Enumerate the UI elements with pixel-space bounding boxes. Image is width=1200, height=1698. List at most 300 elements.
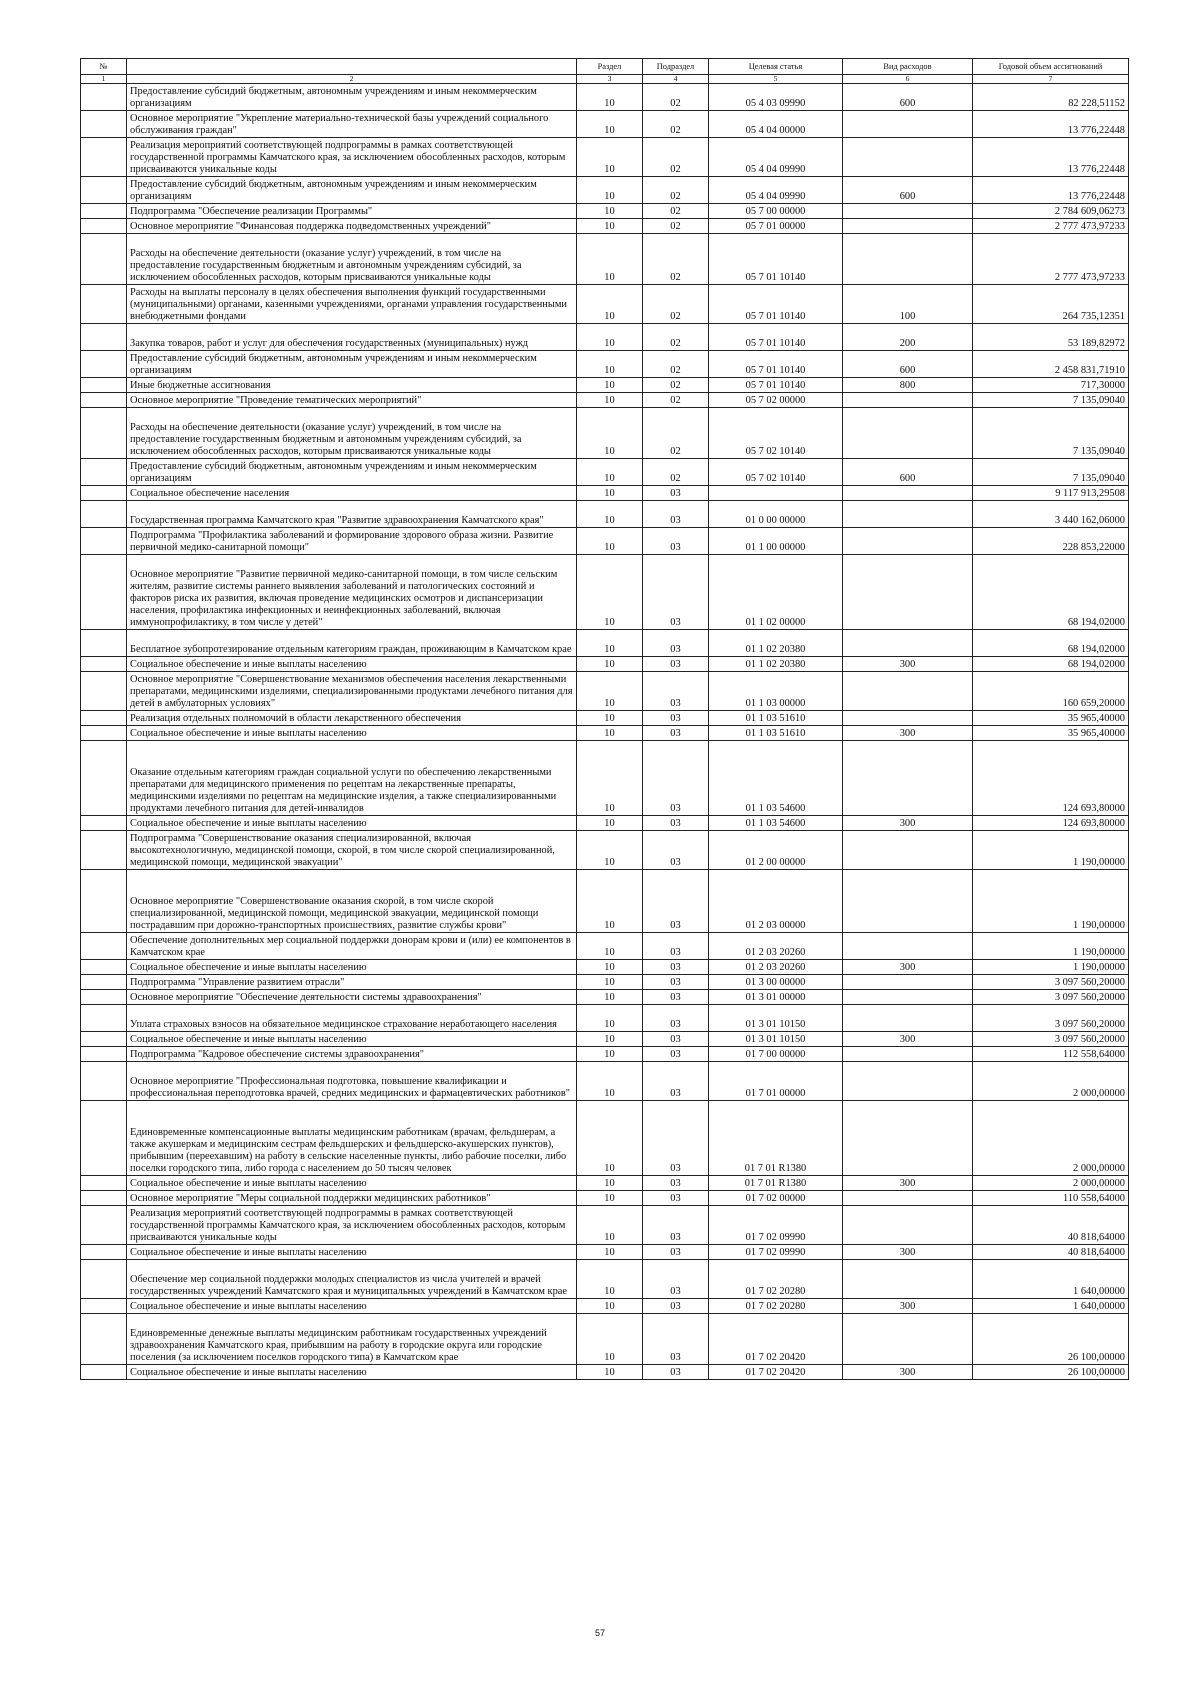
header-vid-raskhodov: Вид расходов [843, 59, 973, 75]
row-number-cell [81, 960, 127, 975]
row-name-cell: Обеспечение мер социальной поддержки молодых специалистов из числа учителей и врачей государственных учреждений Камчатского края и муниципальных учреждений в Камчатском крае [127, 1260, 577, 1299]
row-vid-raskhodov-cell [843, 990, 973, 1005]
row-vid-raskhodov-cell [843, 1314, 973, 1365]
row-tselevaya-statya-cell [709, 486, 843, 501]
row-podrazdel-cell: 02 [643, 177, 709, 204]
row-name-cell: Социальное обеспечение и иные выплаты населению [127, 1245, 577, 1260]
table-row [81, 555, 1129, 630]
table-row [81, 672, 1129, 711]
table-row [81, 111, 1129, 138]
row-podrazdel-cell: 03 [643, 1062, 709, 1101]
row-tselevaya-statya-cell: 05 7 01 10140 [709, 324, 843, 351]
row-number-cell [81, 672, 127, 711]
header-tselevaya-statya: Целевая статья [709, 59, 843, 75]
row-podrazdel-cell: 02 [643, 234, 709, 285]
row-number-cell [81, 711, 127, 726]
row-name-cell: Основное мероприятие "Развитие первичной медико-санитарной помощи, в том числе сельским жителям, развитие системы раннего выявления заболеваний и патологических состояний и факторов риска их развития, включая проведение медицинских осмотров и диспансеризации населения, профилактика инфекционных и неинфекционных заболеваний, включая иммунопрофилактику, в том числе у детей" [127, 555, 577, 630]
row-amount-cell: 124 693,80000 [973, 816, 1129, 831]
row-vid-raskhodov-cell [843, 630, 973, 657]
row-vid-raskhodov-cell [843, 672, 973, 711]
row-razdel-cell: 10 [577, 1314, 643, 1365]
table-row [81, 1314, 1129, 1365]
row-tselevaya-statya-cell: 01 1 02 20380 [709, 630, 843, 657]
row-razdel-cell: 10 [577, 528, 643, 555]
row-tselevaya-statya-cell: 05 4 03 09990 [709, 84, 843, 111]
row-name-cell: Основное мероприятие "Укрепление материально-технической базы учреждений социального обслуживания граждан" [127, 111, 577, 138]
row-amount-cell: 160 659,20000 [973, 672, 1129, 711]
row-podrazdel-cell: 03 [643, 672, 709, 711]
row-razdel-cell: 10 [577, 657, 643, 672]
row-amount-cell: 40 818,64000 [973, 1245, 1129, 1260]
row-vid-raskhodov-cell: 300 [843, 1176, 973, 1191]
row-podrazdel-cell: 03 [643, 1245, 709, 1260]
row-number-cell [81, 1101, 127, 1176]
table-row [81, 393, 1129, 408]
row-name-cell: Расходы на обеспечение деятельности (оказание услуг) учреждений, в том числе на предоставление государственным бюджетным и автономным учреждениям субсидий, за исключением обособленных расходов, которым присваиваются уникальные коды [127, 234, 577, 285]
row-razdel-cell: 10 [577, 501, 643, 528]
row-razdel-cell: 10 [577, 555, 643, 630]
row-podrazdel-cell: 03 [643, 741, 709, 816]
row-name-cell: Подпрограмма "Обеспечение реализации Программы" [127, 204, 577, 219]
row-amount-cell: 35 965,40000 [973, 711, 1129, 726]
row-tselevaya-statya-cell: 01 3 00 00000 [709, 975, 843, 990]
row-name-cell: Единовременные компенсационные выплаты медицинским работникам (врачам, фельдшерам, а также акушеркам и медицинским сестрам фельдшерских и фельдшерско-акушерских пунктов), прибывшим (переехавшим) на работу в сельские населенные пункты, либо рабочие поселки, либо поселки городского типа, либо города с населением до 50 тысяч человек [127, 1101, 577, 1176]
row-name-cell: Реализация мероприятий соответствующей подпрограммы в рамках соответствующей государственной программы Камчатского края, за исключением обособленных расходов, которым присваиваются уникальные коды [127, 138, 577, 177]
table-row [81, 831, 1129, 870]
row-amount-cell: 3 097 560,20000 [973, 975, 1129, 990]
row-podrazdel-cell: 03 [643, 1365, 709, 1380]
table-row [81, 1365, 1129, 1380]
table-row [81, 741, 1129, 816]
row-number-cell [81, 726, 127, 741]
table-row [81, 816, 1129, 831]
row-podrazdel-cell: 02 [643, 285, 709, 324]
table-row [81, 204, 1129, 219]
row-name-cell: Подпрограмма "Совершенствование оказания специализированной, включая высокотехнологичную, медицинской помощи, скорой, в том числе скорой специализированной, медицинской помощи, медицинской эвакуации" [127, 831, 577, 870]
row-number-cell [81, 177, 127, 204]
row-tselevaya-statya-cell: 01 7 01 R1380 [709, 1101, 843, 1176]
row-tselevaya-statya-cell: 01 2 03 00000 [709, 870, 843, 933]
row-number-cell [81, 1365, 127, 1380]
row-name-cell: Основное мероприятие "Проведение тематических мероприятий" [127, 393, 577, 408]
row-name-cell: Социальное обеспечение и иные выплаты населению [127, 1365, 577, 1380]
table-row [81, 1062, 1129, 1101]
row-vid-raskhodov-cell [843, 1191, 973, 1206]
row-tselevaya-statya-cell: 01 2 03 20260 [709, 960, 843, 975]
row-number-cell [81, 975, 127, 990]
row-number-cell [81, 408, 127, 459]
row-razdel-cell: 10 [577, 741, 643, 816]
table-row [81, 1191, 1129, 1206]
row-amount-cell: 68 194,02000 [973, 555, 1129, 630]
row-razdel-cell: 10 [577, 1047, 643, 1062]
row-razdel-cell: 10 [577, 960, 643, 975]
row-amount-cell: 110 558,64000 [973, 1191, 1129, 1206]
row-tselevaya-statya-cell: 01 7 02 20280 [709, 1299, 843, 1314]
table-row [81, 84, 1129, 111]
row-amount-cell: 82 228,51152 [973, 84, 1129, 111]
row-number-cell [81, 1314, 127, 1365]
row-tselevaya-statya-cell: 01 3 01 10150 [709, 1032, 843, 1047]
row-number-cell [81, 630, 127, 657]
header-index: 5 [709, 75, 843, 84]
row-number-cell [81, 1299, 127, 1314]
row-amount-cell: 1 640,00000 [973, 1299, 1129, 1314]
row-number-cell [81, 324, 127, 351]
row-razdel-cell: 10 [577, 285, 643, 324]
row-number-cell [81, 1047, 127, 1062]
table-row [81, 408, 1129, 459]
row-vid-raskhodov-cell [843, 408, 973, 459]
row-amount-cell: 3 440 162,06000 [973, 501, 1129, 528]
row-number-cell [81, 351, 127, 378]
row-name-cell: Единовременные денежные выплаты медицинским работникам государственных учреждений здравоохранения Камчатского края, прибывшим на работу в городские округа или городские поселения (за исключением поселков городского типа) в Камчатском крае [127, 1314, 577, 1365]
row-podrazdel-cell: 03 [643, 726, 709, 741]
table-row [81, 528, 1129, 555]
row-razdel-cell: 10 [577, 486, 643, 501]
header-index: 7 [973, 75, 1129, 84]
row-podrazdel-cell: 03 [643, 1299, 709, 1314]
row-amount-cell: 2 777 473,97233 [973, 234, 1129, 285]
row-number-cell [81, 831, 127, 870]
row-razdel-cell: 10 [577, 1032, 643, 1047]
row-podrazdel-cell: 02 [643, 393, 709, 408]
header-index: 3 [577, 75, 643, 84]
row-name-cell: Предоставление субсидий бюджетным, автономным учреждениям и иным некоммерческим организациям [127, 84, 577, 111]
row-tselevaya-statya-cell: 01 1 02 20380 [709, 657, 843, 672]
row-vid-raskhodov-cell: 300 [843, 960, 973, 975]
header-num: № [81, 59, 127, 75]
row-tselevaya-statya-cell: 01 1 03 54600 [709, 816, 843, 831]
row-vid-raskhodov-cell: 300 [843, 726, 973, 741]
row-vid-raskhodov-cell [843, 528, 973, 555]
table-row [81, 351, 1129, 378]
header-podrazdel: Подраздел [643, 59, 709, 75]
row-podrazdel-cell: 03 [643, 975, 709, 990]
row-number-cell [81, 111, 127, 138]
row-razdel-cell: 10 [577, 1260, 643, 1299]
row-amount-cell: 40 818,64000 [973, 1206, 1129, 1245]
table-row [81, 1299, 1129, 1314]
row-tselevaya-statya-cell: 01 7 00 00000 [709, 1047, 843, 1062]
row-razdel-cell: 10 [577, 990, 643, 1005]
row-name-cell: Иные бюджетные ассигнования [127, 378, 577, 393]
row-razdel-cell: 10 [577, 1062, 643, 1101]
row-podrazdel-cell: 03 [643, 486, 709, 501]
table-row [81, 234, 1129, 285]
row-name-cell: Основное мероприятие "Совершенствование оказания скорой, в том числе скорой специализированной, медицинской помощи, медицинской эвакуации, медицинской помощи пострадавшим при дорожно-транспортных происшествиях, развитие службы крови" [127, 870, 577, 933]
row-number-cell [81, 219, 127, 234]
row-vid-raskhodov-cell: 300 [843, 1032, 973, 1047]
row-vid-raskhodov-cell: 300 [843, 1365, 973, 1380]
row-podrazdel-cell: 02 [643, 204, 709, 219]
row-podrazdel-cell: 03 [643, 711, 709, 726]
row-number-cell [81, 1245, 127, 1260]
table-row [81, 1245, 1129, 1260]
row-podrazdel-cell: 03 [643, 1101, 709, 1176]
table-row [81, 1206, 1129, 1245]
row-name-cell: Социальное обеспечение и иные выплаты населению [127, 816, 577, 831]
row-number-cell [81, 870, 127, 933]
row-razdel-cell: 10 [577, 111, 643, 138]
row-razdel-cell: 10 [577, 816, 643, 831]
table-row [81, 630, 1129, 657]
row-tselevaya-statya-cell: 01 1 00 00000 [709, 528, 843, 555]
table-row [81, 219, 1129, 234]
row-amount-cell: 3 097 560,20000 [973, 990, 1129, 1005]
row-tselevaya-statya-cell: 01 7 02 20420 [709, 1365, 843, 1380]
row-amount-cell: 2 458 831,71910 [973, 351, 1129, 378]
row-razdel-cell: 10 [577, 726, 643, 741]
row-podrazdel-cell: 02 [643, 378, 709, 393]
row-vid-raskhodov-cell [843, 933, 973, 960]
table-row [81, 285, 1129, 324]
row-name-cell: Подпрограмма "Управление развитием отрасли" [127, 975, 577, 990]
row-podrazdel-cell: 03 [643, 1176, 709, 1191]
row-amount-cell: 53 189,82972 [973, 324, 1129, 351]
row-podrazdel-cell: 02 [643, 351, 709, 378]
row-amount-cell: 3 097 560,20000 [973, 1032, 1129, 1047]
row-number-cell [81, 486, 127, 501]
row-amount-cell: 1 190,00000 [973, 831, 1129, 870]
row-razdel-cell: 10 [577, 324, 643, 351]
row-podrazdel-cell: 03 [643, 1005, 709, 1032]
row-tselevaya-statya-cell: 05 7 01 10140 [709, 285, 843, 324]
row-razdel-cell: 10 [577, 870, 643, 933]
table-body [81, 84, 1129, 1380]
row-podrazdel-cell: 02 [643, 138, 709, 177]
row-tselevaya-statya-cell: 01 2 00 00000 [709, 831, 843, 870]
row-tselevaya-statya-cell: 01 7 02 20420 [709, 1314, 843, 1365]
row-amount-cell: 2 777 473,97233 [973, 219, 1129, 234]
row-podrazdel-cell: 03 [643, 960, 709, 975]
row-vid-raskhodov-cell [843, 741, 973, 816]
row-vid-raskhodov-cell: 200 [843, 324, 973, 351]
row-vid-raskhodov-cell [843, 138, 973, 177]
row-podrazdel-cell: 03 [643, 1032, 709, 1047]
row-razdel-cell: 10 [577, 831, 643, 870]
row-amount-cell: 68 194,02000 [973, 630, 1129, 657]
row-name-cell: Основное мероприятие "Обеспечение деятельности системы здравоохранения" [127, 990, 577, 1005]
row-number-cell [81, 1005, 127, 1032]
table-row [81, 1005, 1129, 1032]
row-tselevaya-statya-cell: 05 7 00 00000 [709, 204, 843, 219]
row-tselevaya-statya-cell: 01 1 03 00000 [709, 672, 843, 711]
table-row [81, 486, 1129, 501]
row-name-cell: Основное мероприятие "Совершенствование механизмов обеспечения населения лекарственными препаратами, медицинскими изделиями, специализированными продуктами лечебного питания для детей в амбулаторных условиях" [127, 672, 577, 711]
row-name-cell: Социальное обеспечение и иные выплаты населению [127, 960, 577, 975]
row-razdel-cell: 10 [577, 84, 643, 111]
table-row [81, 711, 1129, 726]
header-razdel: Раздел [577, 59, 643, 75]
row-podrazdel-cell: 03 [643, 1260, 709, 1299]
row-number-cell [81, 1032, 127, 1047]
row-tselevaya-statya-cell: 05 7 01 10140 [709, 378, 843, 393]
row-amount-cell: 3 097 560,20000 [973, 1005, 1129, 1032]
row-name-cell: Уплата страховых взносов на обязательное медицинское страхование неработающего населения [127, 1005, 577, 1032]
table-row [81, 378, 1129, 393]
row-tselevaya-statya-cell: 01 1 03 54600 [709, 741, 843, 816]
table-row [81, 990, 1129, 1005]
row-vid-raskhodov-cell [843, 1101, 973, 1176]
row-amount-cell: 1 190,00000 [973, 870, 1129, 933]
row-vid-raskhodov-cell: 600 [843, 84, 973, 111]
row-number-cell [81, 285, 127, 324]
row-amount-cell: 26 100,00000 [973, 1365, 1129, 1380]
row-amount-cell: 7 135,09040 [973, 408, 1129, 459]
row-amount-cell: 26 100,00000 [973, 1314, 1129, 1365]
row-podrazdel-cell: 03 [643, 555, 709, 630]
row-razdel-cell: 10 [577, 1191, 643, 1206]
row-razdel-cell: 10 [577, 234, 643, 285]
row-razdel-cell: 10 [577, 393, 643, 408]
row-vid-raskhodov-cell [843, 219, 973, 234]
row-vid-raskhodov-cell: 600 [843, 459, 973, 486]
page-number: 57 [594, 1628, 605, 1638]
row-tselevaya-statya-cell: 05 4 04 09990 [709, 138, 843, 177]
row-tselevaya-statya-cell: 05 7 01 10140 [709, 234, 843, 285]
row-razdel-cell: 10 [577, 630, 643, 657]
row-number-cell [81, 393, 127, 408]
row-vid-raskhodov-cell: 300 [843, 1245, 973, 1260]
row-name-cell: Расходы на выплаты персоналу в целях обеспечения выполнения функций государственными (муниципальными) органами, казенными учреждениями, органами управления государственными внебюджетными фондами [127, 285, 577, 324]
row-tselevaya-statya-cell: 01 3 01 00000 [709, 990, 843, 1005]
row-name-cell: Социальное обеспечение и иные выплаты населению [127, 1176, 577, 1191]
row-amount-cell: 9 117 913,29508 [973, 486, 1129, 501]
header-index: 6 [843, 75, 973, 84]
row-vid-raskhodov-cell [843, 555, 973, 630]
row-tselevaya-statya-cell: 01 7 02 09990 [709, 1245, 843, 1260]
row-amount-cell: 228 853,22000 [973, 528, 1129, 555]
row-razdel-cell: 10 [577, 1206, 643, 1245]
row-vid-raskhodov-cell [843, 204, 973, 219]
row-podrazdel-cell: 03 [643, 1206, 709, 1245]
row-name-cell: Социальное обеспечение населения [127, 486, 577, 501]
row-name-cell: Оказание отдельным категориям граждан социальной услуги по обеспечению лекарственными препаратами для медицинского применения по рецептам на лекарственные препараты, медицинскими изделиями по рецептам на медицинские изделия, а также специализированными продуктами лечебного питания для детей-инвалидов [127, 741, 577, 816]
row-podrazdel-cell: 03 [643, 1314, 709, 1365]
row-name-cell: Закупка товаров, работ и услуг для обеспечения государственных (муниципальных) нужд [127, 324, 577, 351]
row-number-cell [81, 1206, 127, 1245]
row-podrazdel-cell: 02 [643, 219, 709, 234]
row-podrazdel-cell: 03 [643, 870, 709, 933]
row-name-cell: Социальное обеспечение и иные выплаты населению [127, 657, 577, 672]
row-number-cell [81, 933, 127, 960]
row-number-cell [81, 459, 127, 486]
row-vid-raskhodov-cell [843, 1206, 973, 1245]
row-tselevaya-statya-cell: 05 7 02 10140 [709, 459, 843, 486]
row-name-cell: Предоставление субсидий бюджетным, автономным учреждениям и иным некоммерческим организациям [127, 459, 577, 486]
table-row [81, 1176, 1129, 1191]
row-amount-cell: 2 000,00000 [973, 1176, 1129, 1191]
row-amount-cell: 68 194,02000 [973, 657, 1129, 672]
row-razdel-cell: 10 [577, 219, 643, 234]
row-amount-cell: 13 776,22448 [973, 111, 1129, 138]
row-amount-cell: 2 784 609,06273 [973, 204, 1129, 219]
row-vid-raskhodov-cell [843, 1047, 973, 1062]
row-razdel-cell: 10 [577, 711, 643, 726]
row-amount-cell: 124 693,80000 [973, 741, 1129, 816]
row-razdel-cell: 10 [577, 177, 643, 204]
row-vid-raskhodov-cell [843, 1005, 973, 1032]
row-name-cell: Предоставление субсидий бюджетным, автономным учреждениям и иным некоммерческим организациям [127, 351, 577, 378]
row-number-cell [81, 990, 127, 1005]
row-tselevaya-statya-cell: 05 7 01 00000 [709, 219, 843, 234]
row-razdel-cell: 10 [577, 1365, 643, 1380]
row-amount-cell: 1 190,00000 [973, 933, 1129, 960]
row-tselevaya-statya-cell: 05 7 02 10140 [709, 408, 843, 459]
header-index: 2 [127, 75, 577, 84]
row-tselevaya-statya-cell: 01 0 00 00000 [709, 501, 843, 528]
row-name-cell: Реализация мероприятий соответствующей подпрограммы в рамках соответствующей государственной программы Камчатского края, за исключением обособленных расходов, которым присваиваются уникальные коды [127, 1206, 577, 1245]
row-amount-cell: 7 135,09040 [973, 393, 1129, 408]
row-name-cell: Подпрограмма "Кадровое обеспечение системы здравоохранения" [127, 1047, 577, 1062]
row-razdel-cell: 10 [577, 975, 643, 990]
row-podrazdel-cell: 03 [643, 1191, 709, 1206]
row-vid-raskhodov-cell: 100 [843, 285, 973, 324]
row-vid-raskhodov-cell: 600 [843, 351, 973, 378]
row-tselevaya-statya-cell: 01 7 01 R1380 [709, 1176, 843, 1191]
row-amount-cell: 264 735,12351 [973, 285, 1129, 324]
row-tselevaya-statya-cell: 05 4 04 00000 [709, 111, 843, 138]
row-name-cell: Социальное обеспечение и иные выплаты населению [127, 1032, 577, 1047]
row-razdel-cell: 10 [577, 1005, 643, 1032]
row-razdel-cell: 10 [577, 933, 643, 960]
row-vid-raskhodov-cell [843, 501, 973, 528]
row-number-cell [81, 1062, 127, 1101]
row-razdel-cell: 10 [577, 378, 643, 393]
table-header [81, 59, 1129, 84]
row-name-cell: Реализация отдельных полномочий в области лекарственного обеспечения [127, 711, 577, 726]
row-podrazdel-cell: 03 [643, 657, 709, 672]
row-number-cell [81, 555, 127, 630]
row-razdel-cell: 10 [577, 204, 643, 219]
row-amount-cell: 717,30000 [973, 378, 1129, 393]
row-amount-cell: 13 776,22448 [973, 138, 1129, 177]
row-podrazdel-cell: 03 [643, 831, 709, 870]
row-vid-raskhodov-cell [843, 393, 973, 408]
table-row [81, 177, 1129, 204]
row-razdel-cell: 10 [577, 672, 643, 711]
row-tselevaya-statya-cell: 01 1 03 51610 [709, 726, 843, 741]
row-amount-cell: 112 558,64000 [973, 1047, 1129, 1062]
header-index: 1 [81, 75, 127, 84]
row-tselevaya-statya-cell: 01 7 02 09990 [709, 1206, 843, 1245]
row-vid-raskhodov-cell [843, 234, 973, 285]
row-vid-raskhodov-cell [843, 486, 973, 501]
row-vid-raskhodov-cell: 300 [843, 657, 973, 672]
row-podrazdel-cell: 02 [643, 324, 709, 351]
row-name-cell: Социальное обеспечение и иные выплаты населению [127, 726, 577, 741]
row-amount-cell: 1 640,00000 [973, 1260, 1129, 1299]
table-row [81, 960, 1129, 975]
table-row [81, 933, 1129, 960]
row-amount-cell: 2 000,00000 [973, 1062, 1129, 1101]
row-vid-raskhodov-cell [843, 711, 973, 726]
row-name-cell: Основное мероприятие "Профессиональная подготовка, повышение квалификации и профессиональная переподготовка врачей, средних медицинских и фармацевтических работников" [127, 1062, 577, 1101]
row-name-cell: Основное мероприятие "Меры социальной поддержки медицинских работников" [127, 1191, 577, 1206]
row-vid-raskhodov-cell: 300 [843, 816, 973, 831]
row-tselevaya-statya-cell: 05 7 01 10140 [709, 351, 843, 378]
row-name-cell: Подпрограмма "Профилактика заболеваний и формирование здорового образа жизни. Развитие первичной медико-санитарной помощи" [127, 528, 577, 555]
row-tselevaya-statya-cell: 01 7 01 00000 [709, 1062, 843, 1101]
row-razdel-cell: 10 [577, 1176, 643, 1191]
row-podrazdel-cell: 02 [643, 408, 709, 459]
row-podrazdel-cell: 03 [643, 501, 709, 528]
table-row [81, 1047, 1129, 1062]
table-row [81, 1032, 1129, 1047]
table-row [81, 1101, 1129, 1176]
row-podrazdel-cell: 03 [643, 1047, 709, 1062]
